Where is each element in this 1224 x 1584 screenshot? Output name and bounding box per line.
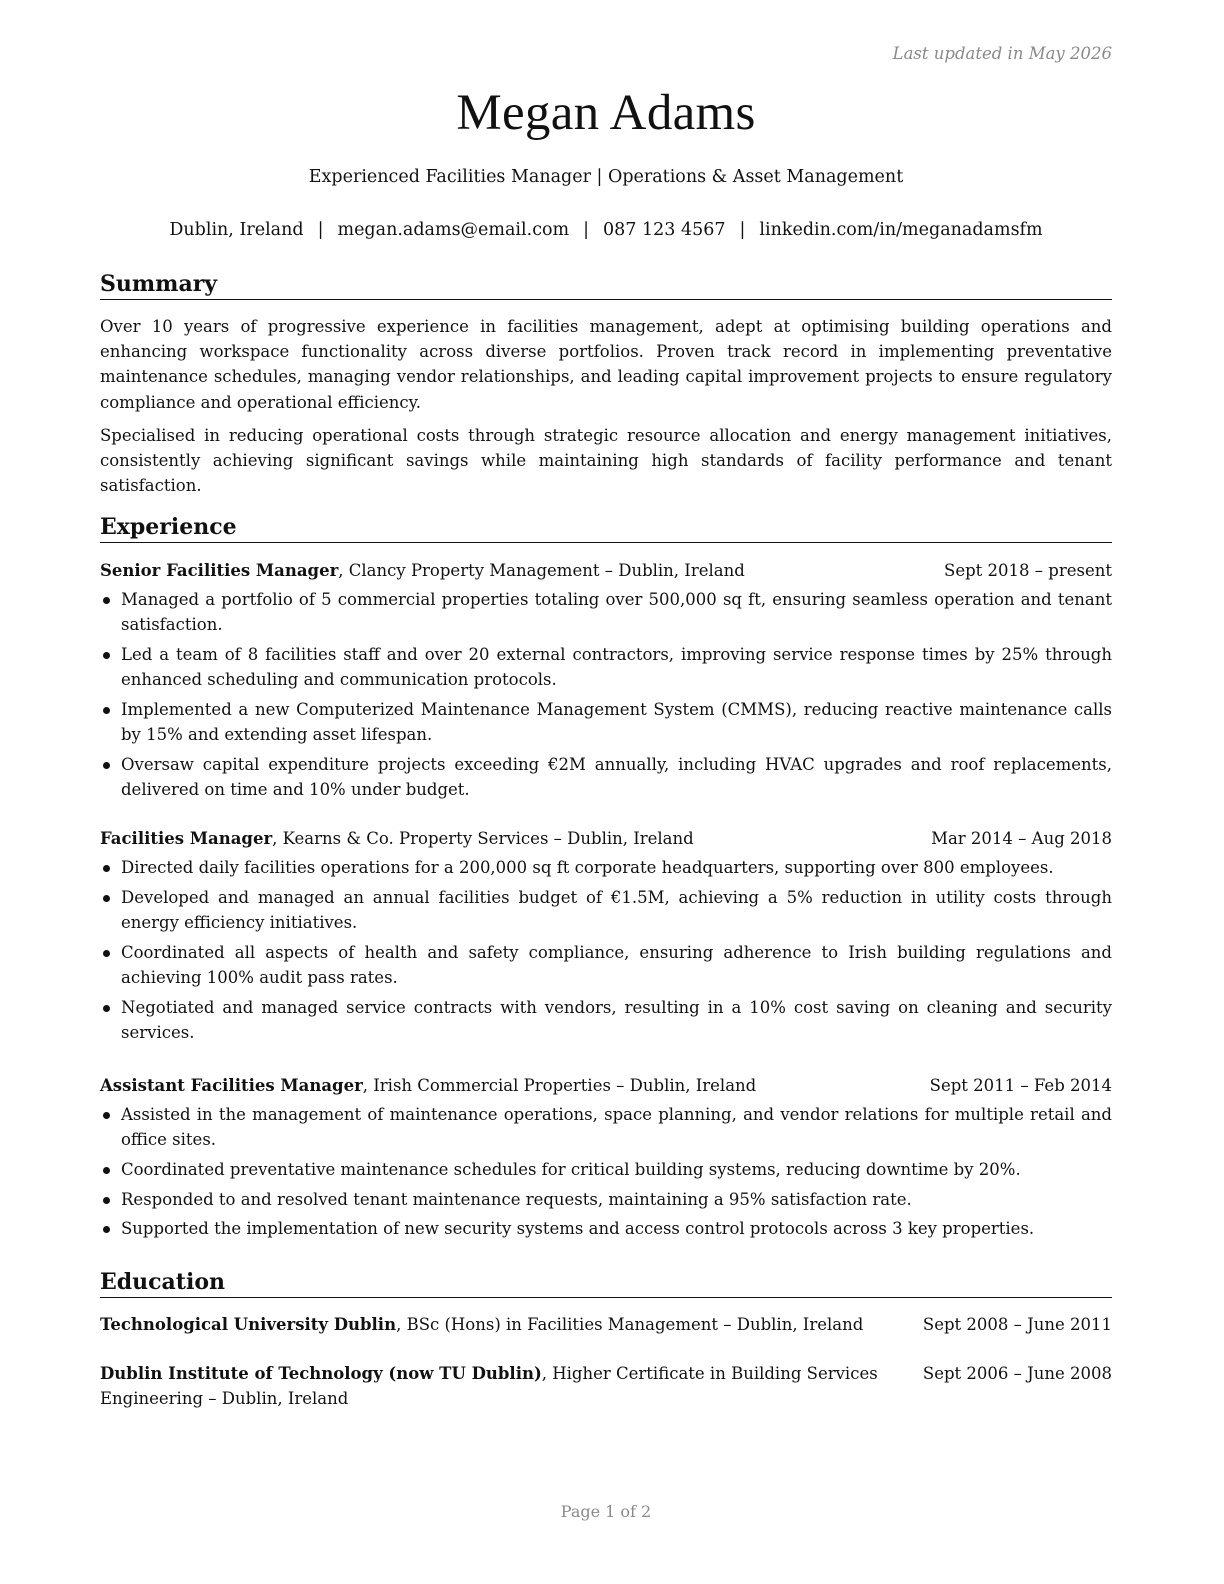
bullet-icon bbox=[103, 1197, 110, 1204]
job-employer: , Kearns & Co. Property Services – Dublin, Ireland bbox=[272, 829, 694, 848]
job-header bbox=[100, 558, 1112, 583]
list-item: Led a team of 8 facilities staff and over 20 external contractors, improving service response times by 25% through enhanced scheduling and communication protocols. bbox=[100, 642, 1112, 692]
summary-paragraph: Over 10 years of progressive experience in facilities management, adept at optimising building operations and enhancing workspace functionality across diverse portfolios. Proven track record in implementing preventative maintenance schedules, managing vendor relationships, and leading capital improvement projects to ensure regulatory compliance and operational efficiency. bbox=[100, 317, 1112, 412]
list-item: Directed daily facilities operations for a 200,000 sq ft corporate headquarters, supporting over 800 employees. bbox=[100, 855, 1112, 880]
bullet-icon bbox=[103, 1005, 110, 1012]
candidate-name: Megan Adams bbox=[456, 85, 756, 141]
job-title: Assistant Facilities Manager bbox=[100, 1076, 363, 1095]
job-employer: , Clancy Property Management – Dublin, Ireland bbox=[338, 561, 745, 580]
bullet-icon bbox=[103, 707, 110, 714]
education-dates: Sept 2006 – June 2008 bbox=[922, 1364, 1112, 1383]
list-item: Negotiated and managed service contracts with vendors, resulting in a 10% cost saving on cleaning and security services. bbox=[100, 995, 1112, 1045]
bullet-icon bbox=[103, 652, 110, 659]
list-item: Oversaw capital expenditure projects exceeding €2M annually, including HVAC upgrades and roof replacements, delivered on time and 10% under budget. bbox=[100, 752, 1112, 802]
list-item: Managed a portfolio of 5 commercial properties totaling over 500,000 sq ft, ensuring seamless operation and tenant satisfaction. bbox=[100, 587, 1112, 637]
page-number: Page 1 of 2 bbox=[560, 1502, 652, 1521]
job-employer: , Irish Commercial Properties – Dublin, Ireland bbox=[362, 1076, 757, 1095]
last-updated: Last updated in May 2026 bbox=[892, 44, 1112, 63]
list-item: Coordinated preventative maintenance schedules for critical building systems, reducing downtime by 20%. bbox=[100, 1157, 1112, 1182]
job-dates: Sept 2011 – Feb 2014 bbox=[929, 1076, 1112, 1095]
bullet-icon bbox=[103, 865, 110, 872]
job-header bbox=[100, 826, 1112, 851]
job-dates: Mar 2014 – Aug 2018 bbox=[931, 829, 1112, 848]
list-item: Responded to and resolved tenant maintenance requests, maintaining a 95% satisfaction rate. bbox=[100, 1187, 1112, 1212]
contact-email[interactable]: megan.adams@email.com bbox=[337, 220, 570, 240]
list-item: Developed and managed an annual facilities budget of €1.5M, achieving a 5% reduction in utility costs through energy efficiency initiatives. bbox=[100, 885, 1112, 935]
summary-heading: Summary bbox=[100, 271, 1112, 300]
job-bullets bbox=[100, 587, 1112, 802]
job-bullets bbox=[100, 855, 1112, 1045]
bullet-icon bbox=[103, 895, 110, 902]
experience-heading: Experience bbox=[100, 514, 1112, 543]
bullet-icon bbox=[103, 597, 110, 604]
degree-detail: , BSc (Hons) in Facilities Management – Dublin, Ireland bbox=[396, 1315, 864, 1334]
bullet-icon bbox=[103, 1112, 110, 1119]
job-header bbox=[100, 1073, 1112, 1098]
list-item: Supported the implementation of new security systems and access control protocols across 3 key properties. bbox=[100, 1216, 1112, 1241]
resume-page bbox=[100, 0, 1112, 1584]
job-entry bbox=[100, 558, 1112, 807]
job-dates: Sept 2018 – present bbox=[944, 561, 1112, 580]
degree-detail: , Higher Certificate in Building Services Engineering – Dublin, Ireland bbox=[100, 1364, 878, 1408]
job-entry bbox=[100, 826, 1112, 1049]
bullet-icon bbox=[103, 1226, 110, 1233]
education-dates: Sept 2008 – June 2011 bbox=[922, 1315, 1112, 1334]
contact-location: Dublin, Ireland bbox=[169, 220, 304, 240]
headline: Experienced Facilities Manager | Operations & Asset Management bbox=[308, 167, 904, 187]
contact-linkedin[interactable]: linkedin.com/in/meganadamsfm bbox=[759, 220, 1043, 240]
bullet-icon bbox=[103, 950, 110, 957]
summary-paragraph: Specialised in reducing operational costs through strategic resource allocation and energy management initiatives, consistently achieving significant savings while maintaining high standards of facility performance and tenant satisfaction. bbox=[100, 426, 1112, 496]
job-title: Facilities Manager bbox=[100, 829, 273, 848]
list-item: Implemented a new Computerized Maintenance Management System (CMMS), reducing reactive maintenance calls by 15% and extending asset lifespan. bbox=[100, 697, 1112, 747]
education-entry bbox=[100, 1361, 1112, 1411]
education-heading: Education bbox=[100, 1269, 1112, 1298]
contact-separator: | bbox=[317, 220, 324, 240]
job-entry bbox=[100, 1073, 1112, 1246]
bullet-icon bbox=[103, 762, 110, 769]
list-item: Assisted in the management of maintenance operations, space planning, and vendor relations for multiple retail and office sites. bbox=[100, 1102, 1112, 1152]
school-name: Technological University Dublin bbox=[100, 1315, 397, 1334]
school-name: Dublin Institute of Technology (now TU Dublin) bbox=[100, 1364, 542, 1383]
contact-phone: 087 123 4567 bbox=[603, 220, 726, 240]
education-entry bbox=[100, 1312, 1112, 1337]
contact-line bbox=[100, 220, 1112, 240]
contact-separator: | bbox=[739, 220, 746, 240]
job-bullets bbox=[100, 1102, 1112, 1242]
job-title: Senior Facilities Manager bbox=[100, 561, 339, 580]
list-item: Coordinated all aspects of health and safety compliance, ensuring adherence to Irish building regulations and achieving 100% audit pass rates. bbox=[100, 940, 1112, 990]
bullet-icon bbox=[103, 1167, 110, 1174]
contact-separator: | bbox=[583, 220, 590, 240]
